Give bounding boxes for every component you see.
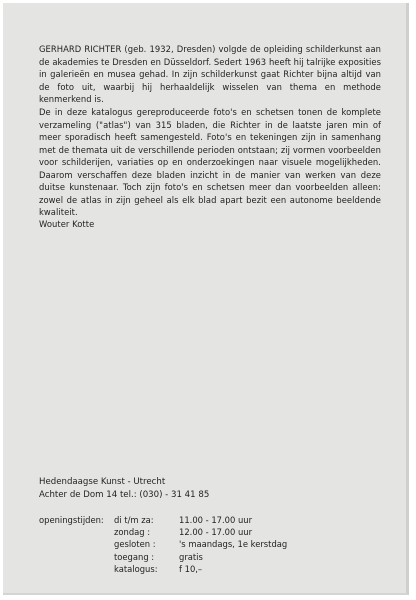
hours-label: zondag : bbox=[114, 527, 151, 538]
hours-row-closed bbox=[114, 538, 287, 550]
hours-row-catalogue bbox=[114, 563, 287, 575]
hours-label: di t/m za: bbox=[114, 515, 154, 525]
museum-address bbox=[39, 476, 339, 501]
hours-label: toegang : bbox=[114, 551, 155, 562]
hours-row-admission bbox=[114, 551, 287, 563]
hours-label: gesloten : bbox=[114, 539, 156, 550]
museum-name: Hedendaagse Kunst - Utrecht bbox=[39, 477, 166, 487]
hours-value: 11.00 - 17.00 uur bbox=[179, 515, 253, 525]
artist-biography: GERHARD RICHTER (geb. 1932, Dresden) volgde de opleiding schilderkunst aan de akademies te Dresden en Düsseldorf. Sedert 1963 heeft hij talrijke exposities in galerieën en musea gehad. In zijn schilderkunst gaat Richter bijna altijd van de foto uit, waarbij hij herhaaldelijk wisselen van thema en methode kenmerkend is. bbox=[39, 44, 381, 104]
hours-row-sunday bbox=[114, 526, 287, 538]
atlas-description: De in deze katalogus gereproduceerde foto's en schetsen tonen de komplete verzameling ("atlas") van 315 bladen, die Richter in de laatste jaren min of meer sporadisch heeft samengesteld. Foto's en tekeningen zijn in samenhang met de themata uit de verschillende perioden ontstaan; zij vormen voorbeelden voor schilderijen, variaties op en onderzoekingen naar visuele mogelijkheden. Daarom verschaffen deze bladen inzicht in de manier van werken van deze duitse kunstenaar. Toch zijn foto's en schetsen meer dan voorbeelden alleen: zowel de atlas in zijn geheel als elk blad apart bezit een autonome beeldende kwaliteit. bbox=[39, 107, 381, 217]
back-cover bbox=[3, 3, 409, 595]
hours-value: f 10,– bbox=[179, 563, 203, 574]
hours-value: gratis bbox=[179, 551, 203, 562]
opening-hours-heading: openingstijden: bbox=[39, 515, 104, 525]
museum-street-phone: Achter de Dom 14 tel.: (030) - 31 41 85 bbox=[39, 489, 210, 500]
hours-value: 12.00 - 17.00 uur bbox=[179, 527, 253, 538]
hours-label: katalogus: bbox=[114, 563, 158, 574]
author-name: Wouter Kotte bbox=[39, 219, 95, 229]
hours-row-weekdays bbox=[114, 514, 287, 526]
hours-value: 's maandags, 1e kerstdag bbox=[179, 539, 288, 550]
